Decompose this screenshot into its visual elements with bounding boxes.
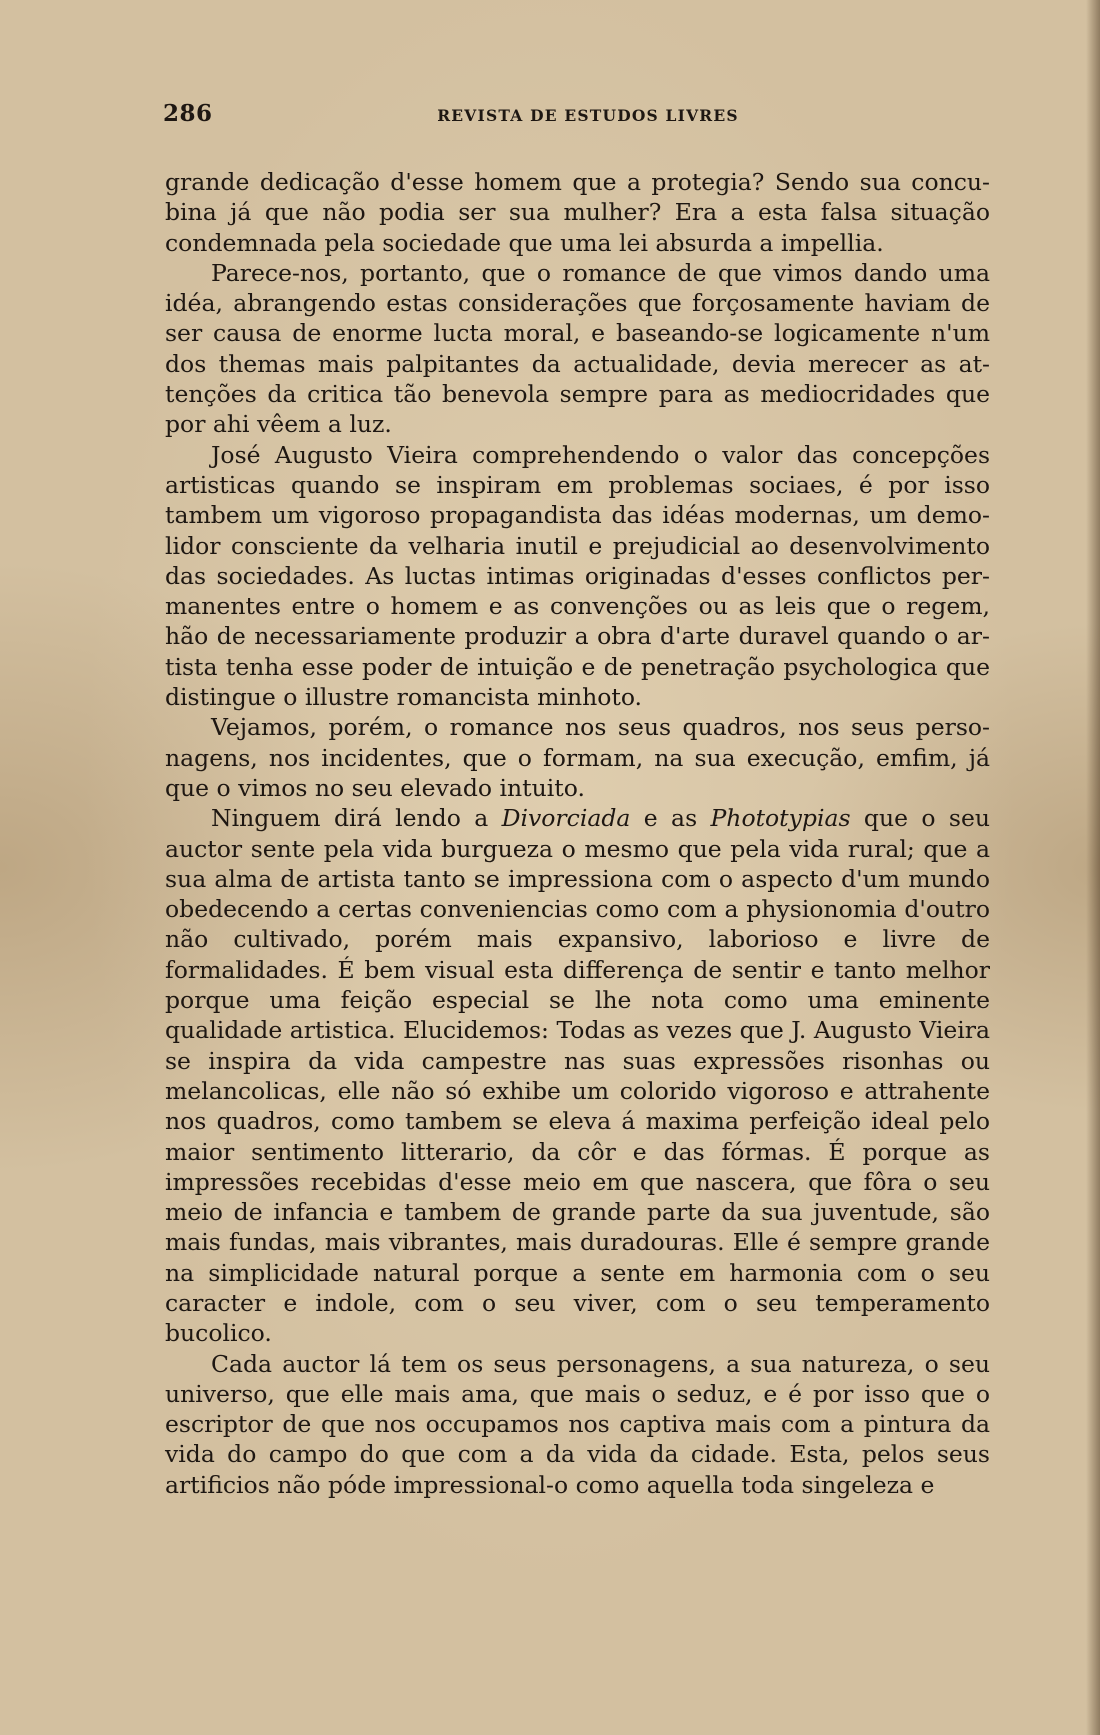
paragraph-text: Ninguem dirá lendo a <box>211 804 502 833</box>
page-edge-shadow <box>1086 0 1100 1735</box>
italic-title-divorciada: Divorciada <box>501 804 631 833</box>
paragraph-4 <box>165 712 990 803</box>
paragraph-2 <box>165 258 990 440</box>
paragraph-text: Vejamos, porém, o romance nos seus quadros, nos seus personagens, nos incidentes, que o formam, na sua execução, emfim, já que o vimos no seu elevado intuito. <box>165 713 990 802</box>
paragraph-6 <box>165 1349 990 1500</box>
paragraph-5 <box>165 803 990 1348</box>
running-head: REVISTA DE ESTUDOS LIVRES <box>437 106 739 125</box>
page-number: 286 <box>163 100 213 127</box>
paragraph-1 <box>165 167 990 258</box>
body-text <box>165 167 990 1500</box>
paragraph-text: e as <box>630 804 711 833</box>
paragraph-3 <box>165 440 990 713</box>
page-header <box>163 100 983 130</box>
paragraph-text: Parece-nos, portanto, que o romance de que vimos dando uma idéa, abrangendo estas considerações que forçosamente haviam de ser causa de enorme lucta moral, e baseando-se logicamente n'um dos themas mais palpitantes da actualidade, devia merecer as attenções da critica tão benevola sempre para as mediocridades que por ahi vêem a luz. <box>165 258 990 439</box>
paragraph-text: José Augusto Vieira comprehendendo o valor das concepções artisticas quando se inspiram em problemas sociaes, é por isso tambem um vigoroso propagandista das idéas modernas, um demolidor consciente da velharia inutil e prejudicial ao desenvolvimento das sociedades. As luctas intimas originadas d'esses conflictos permanentes entre o homem e as convenções ou as leis que o regem, hão de necessariamente produzir a obra d'arte duravel quando o artista tenha esse poder de intuição e de penetração psychologica que distingue o illustre romancista minhoto. <box>165 440 990 712</box>
italic-title-phototypias: Phototypias <box>710 804 851 833</box>
paragraph-text: que o seu auctor sente pela vida burgueza o mesmo que pela vida rural; que a sua alma de artista tanto se impressiona com o aspecto d'um mundo obedecendo a certas conveniencias como com a physionomia d'outro não cultivado, porém mais expansivo, laborioso e livre de formalidades. É bem visual esta differença de sentir e tanto melhor porque uma feição especial se lhe nota como uma eminente qualidade artistica. Elucidemos: Todas as vezes que J. Augusto Vieira se inspira da vida campestre nas suas expressões risonhas ou melancolicas, elle não só exhibe um colorido vigoroso e attrahente nos quadros, como tambem se eleva á maxima perfeição ideal pelo maior sentimento litterario, da côr e das fórmas. É porque as impressões recebidas d'esse meio em que nascera, que fôra o seu meio de infancia e tambem de grande parte da sua juventude, são mais fundas, mais vibrantes, mais duradouras. Elle é sempre grande na simplicidade natural porque a sente em harmonia com o seu caracter e indole, com o seu viver, com o seu temperamento bucolico. <box>165 804 990 1348</box>
paragraph-text: Cada auctor lá tem os seus personagens, a sua natureza, o seu universo, que elle mais ama, que mais o seduz, e é por isso que o escriptor de que nos occupamos nos captiva mais com a pintura da vida do campo do que com a da vida da cidade. Esta, pelos seus artificios não póde impressional-o como aquella toda singeleza e <box>165 1349 990 1499</box>
paragraph-text: grande dedicação d'esse homem que a protegia? Sendo sua concubina já que não podia ser sua mulher? Era a esta falsa situação condemnada pela sociedade que uma lei absurda a impellia. <box>165 168 990 257</box>
